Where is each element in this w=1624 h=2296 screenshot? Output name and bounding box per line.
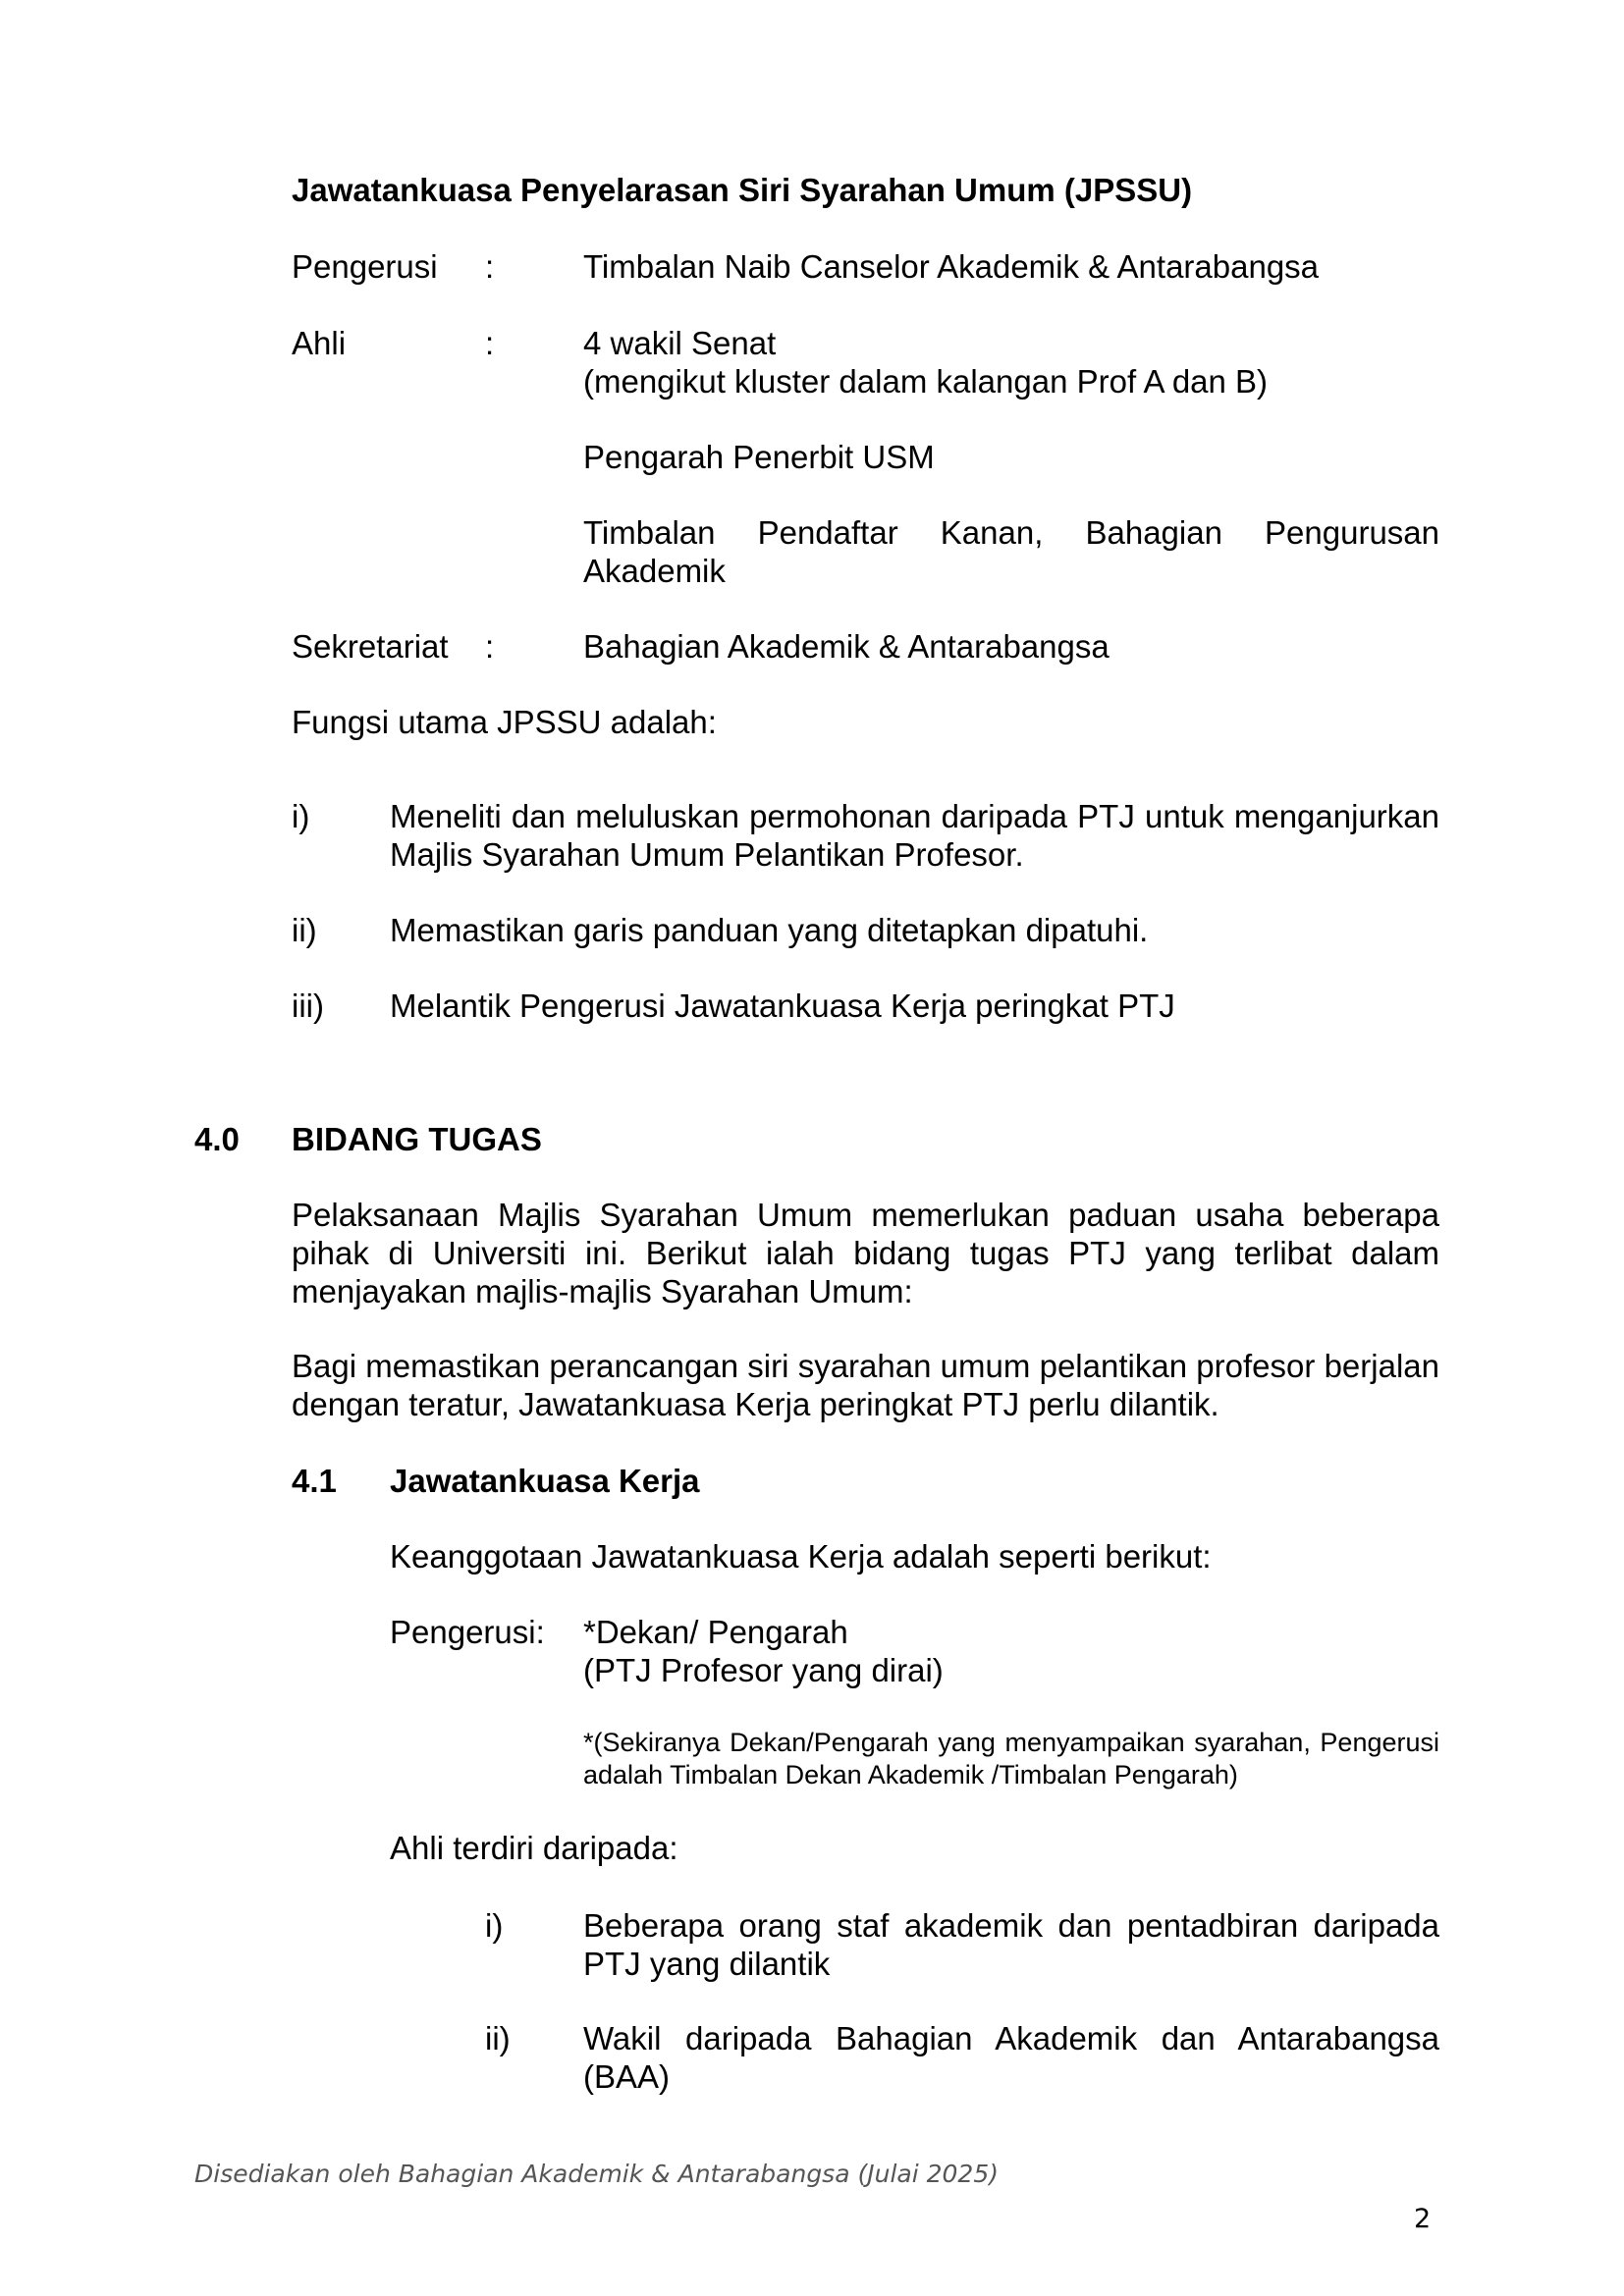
jpssu-ahli-3: Timbalan Pendaftar Kanan, Bahagian Pengurusan Akademik [583, 514, 1439, 589]
section-41-note: *(Sekiranya Dekan/Pengarah yang menyampaikan syarahan, Pengerusi adalah Timbalan Dekan Akademik /Timbalan Pengarah) [583, 1728, 1439, 1789]
fungsi-item-number: iii) [292, 988, 324, 1024]
section-41-pengerusi-label: Pengerusi: [390, 1614, 545, 1650]
jpssu-ahli-2: Pengarah Penerbit USM [583, 439, 935, 475]
section-41-pengerusi-line1: *Dekan/ Pengarah [583, 1614, 848, 1650]
jpssu-sekretariat-label: Sekretariat [292, 628, 449, 665]
section-41-number: 4.1 [292, 1463, 337, 1499]
jpssu-fungsi-intro: Fungsi utama JPSSU adalah: [292, 704, 717, 740]
jpssu-pengerusi-colon: : [485, 248, 495, 285]
section-41-pengerusi-line2: (PTJ Profesor yang dirai) [583, 1652, 944, 1688]
ahli-item-text: Wakil daripada Bahagian Akademik dan Antarabangsa (BAA) [583, 2020, 1439, 2095]
fungsi-item-text: Melantik Pengerusi Jawatankuasa Kerja peringkat PTJ [390, 988, 1175, 1024]
jpssu-sekretariat-colon: : [485, 628, 495, 665]
fungsi-item-text: Memastikan garis panduan yang ditetapkan dipatuhi. [390, 912, 1149, 948]
jpssu-ahli-label: Ahli [292, 325, 347, 361]
section-4-title: BIDANG TUGAS [292, 1121, 542, 1157]
page-number: 2 [1414, 2204, 1432, 2234]
section-4-paragraph-1: Pelaksanaan Majlis Syarahan Umum memerlukan paduan usaha beberapa pihak di Universiti ini. Berikut ialah bidang tugas PTJ yang terlibat dalam menjayakan majlis-majlis Syarahan Umum: [292, 1197, 1439, 1309]
fungsi-item-number: i) [292, 798, 310, 834]
ahli-item-number: ii) [485, 2020, 511, 2056]
jpssu-ahli-colon: : [485, 325, 495, 361]
jpssu-title: Jawatankuasa Penyelarasan Siri Syarahan Umum (JPSSU) [292, 172, 1193, 208]
section-41-intro: Keanggotaan Jawatankuasa Kerja adalah seperti berikut: [390, 1538, 1212, 1575]
fungsi-item-number: ii) [292, 912, 317, 948]
jpssu-sekretariat-value: Bahagian Akademik & Antarabangsa [583, 628, 1110, 665]
page-footer: Disediakan oleh Bahagian Akademik & Antarabangsa (Julai 2025) [194, 2160, 999, 2188]
jpssu-pengerusi-label: Pengerusi [292, 248, 438, 285]
ahli-item-text: Beberapa orang staf akademik dan pentadbiran daripada PTJ yang dilantik [583, 1907, 1439, 1982]
jpssu-ahli-1-line2: (mengikut kluster dalam kalangan Prof A dan B) [583, 363, 1269, 400]
jpssu-pengerusi-value: Timbalan Naib Canselor Akademik & Antarabangsa [583, 248, 1320, 285]
section-41-title: Jawatankuasa Kerja [390, 1463, 700, 1499]
section-4-paragraph-2: Bagi memastikan perancangan siri syarahan umum pelantikan profesor berjalan dengan teratur, Jawatankuasa Kerja peringkat PTJ perlu dilantik. [292, 1348, 1439, 1422]
section-41-ahli-intro: Ahli terdiri daripada: [390, 1830, 678, 1866]
section-4-number: 4.0 [194, 1121, 240, 1157]
fungsi-item-text: Meneliti dan meluluskan permohonan daripada PTJ untuk menganjurkan Majlis Syarahan Umum Pelantikan Profesor. [390, 798, 1439, 873]
jpssu-ahli-1-line1: 4 wakil Senat [583, 325, 777, 361]
ahli-item-number: i) [485, 1907, 504, 1944]
